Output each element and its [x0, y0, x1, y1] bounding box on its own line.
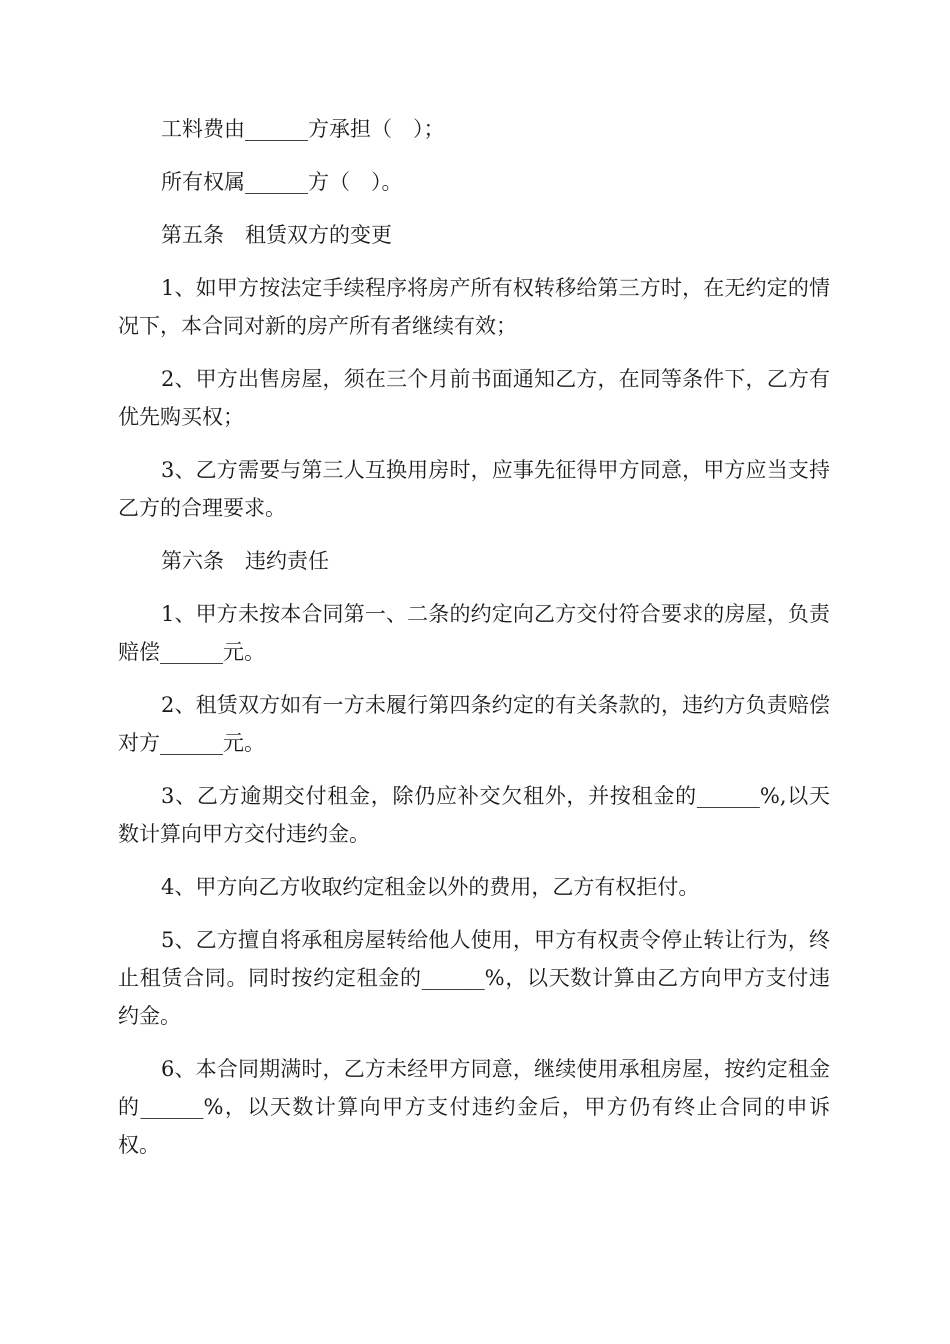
- article-6-heading: 第六条 违约责任: [161, 549, 329, 573]
- article-6-clause-3: 3、乙方逾期交付租金，除仍应补交欠租外，并按租金的______%,以天数计算向甲方交付违约金。: [118, 784, 830, 846]
- paragraph-labor-cost: 工料费由______方承担（ ）；: [161, 117, 445, 141]
- article-5-heading: 第五条 租赁双方的变更: [161, 223, 392, 247]
- article-5-clause-1: 1、如甲方按法定手续程序将房产所有权转移给第三方时，在无约定的情况下，本合同对新的房产所有者继续有效；: [118, 276, 830, 338]
- article-6-clause-6: 6、本合同期满时，乙方未经甲方同意，继续使用承租房屋，按约定租金的______%，以天数计算向甲方支付违约金后，甲方仍有终止合同的申诉权。: [118, 1057, 830, 1157]
- article-6-clause-2: 2、租赁双方如有一方未履行第四条约定的有关条款的，违约方负责赔偿对方______元。: [118, 693, 830, 755]
- article-5-clause-2: 2、甲方出售房屋，须在三个月前书面通知乙方，在同等条件下，乙方有优先购买权；: [118, 367, 830, 429]
- document-page: [118, 110, 830, 1164]
- article-6-clause-1: 1、甲方未按本合同第一、二条的约定向乙方交付符合要求的房屋，负责赔偿______元。: [118, 602, 830, 664]
- article-6-clause-4: 4、甲方向乙方收取约定租金以外的费用，乙方有权拒付。: [161, 875, 700, 899]
- article-5-clause-3: 3、乙方需要与第三人互换用房时，应事先征得甲方同意，甲方应当支持乙方的合理要求。: [118, 458, 830, 520]
- article-6-clause-5: 5、乙方擅自将承租房屋转给他人使用，甲方有权责令停止转让行为，终止租赁合同。同时按约定租金的______%，以天数计算由乙方向甲方支付违约金。: [118, 928, 830, 1028]
- paragraph-ownership: 所有权属______方（ ）。: [161, 170, 403, 194]
